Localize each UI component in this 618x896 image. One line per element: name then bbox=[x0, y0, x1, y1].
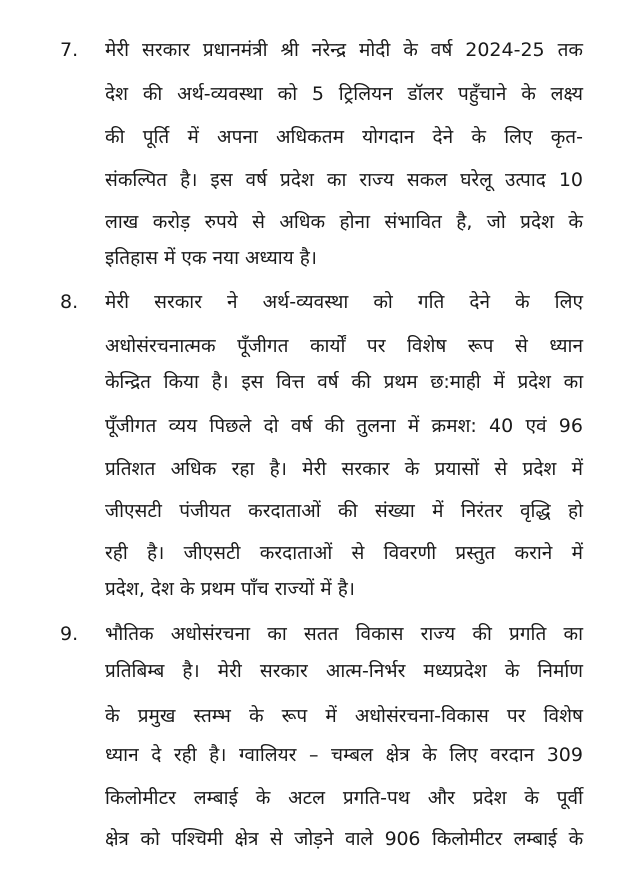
paragraph-line: किलोमीटर लम्बाई के अटल प्रगति-पथ और प्रदेश के पूर्वी bbox=[105, 787, 583, 809]
paragraph-line: लाख करोड़ रुपये से अधिक होना संभावित है, जो प्रदेश के bbox=[105, 211, 583, 233]
paragraph-line: प्रतिबिम्ब है। मेरी सरकार आत्म-निर्भर मध्यप्रदेश के निर्माण bbox=[105, 660, 583, 682]
paragraph-line: के प्रमुख स्तम्भ के रूप में अधोसंरचना-विकास पर विशेष bbox=[105, 705, 583, 727]
paragraph-line: रही है। जीएसटी करदाताओं से विवरणी प्रस्तुत कराने में bbox=[105, 542, 583, 564]
paragraph-line: केन्द्रित किया है। इस वित्त वर्ष की प्रथम छ:माही में प्रदेश का bbox=[105, 371, 583, 393]
paragraph-line: जीएसटी पंजीयत करदाताओं की संख्या में निरंतर वृद्धि हो bbox=[105, 500, 583, 522]
paragraph-line: प्रदेश, देश के प्रथम पाँच राज्यों में है। bbox=[105, 578, 355, 600]
paragraph-line: प्रतिशत अधिक रहा है। मेरी सरकार के प्रयासों से प्रदेश में bbox=[105, 458, 583, 480]
paragraph-line: देश की अर्थ-व्यवस्था को 5 ट्रिलियन डॉलर पहुँचाने के लक्ष्य bbox=[105, 83, 583, 105]
paragraph-line: अधोसंरचनात्मक पूँजीगत कार्यों पर विशेष रूप से ध्यान bbox=[105, 335, 583, 357]
paragraph-line: मेरी सरकार ने अर्थ-व्यवस्था को गति देने के लिए bbox=[105, 291, 583, 313]
paragraph-line: ध्यान दे रही है। ग्वालियर – चम्बल क्षेत्र के लिए वरदान 309 bbox=[105, 744, 583, 766]
paragraph-line: पूँजीगत व्यय पिछले दो वर्ष की तुलना में क्रमश: 40 एवं 96 bbox=[105, 415, 583, 437]
paragraph-line: की पूर्ति में अपना अधिकतम योगदान देने के लिए कृत- bbox=[105, 126, 583, 148]
paragraph-line: भौतिक अधोसंरचना का सतत विकास राज्य की प्रगति का bbox=[105, 623, 583, 645]
paragraph-line: संकल्पित है। इस वर्ष प्रदेश का राज्य सकल घरेलू उत्पाद 10 bbox=[105, 169, 583, 191]
paragraph-line: मेरी सरकार प्रधानमंत्री श्री नरेन्द्र मोदी के वर्ष 2024-25 तक bbox=[105, 39, 583, 61]
paragraph-line: इतिहास में एक नया अध्याय है। bbox=[105, 247, 317, 269]
paragraph-line: क्षेत्र को पश्चिमी क्षेत्र से जोड़ने वाले 906 किलोमीटर लम्बाई के bbox=[105, 828, 583, 850]
paragraph-number: 8. bbox=[60, 291, 79, 313]
paragraph-number: 7. bbox=[60, 39, 79, 61]
paragraph-number: 9. bbox=[60, 623, 79, 645]
